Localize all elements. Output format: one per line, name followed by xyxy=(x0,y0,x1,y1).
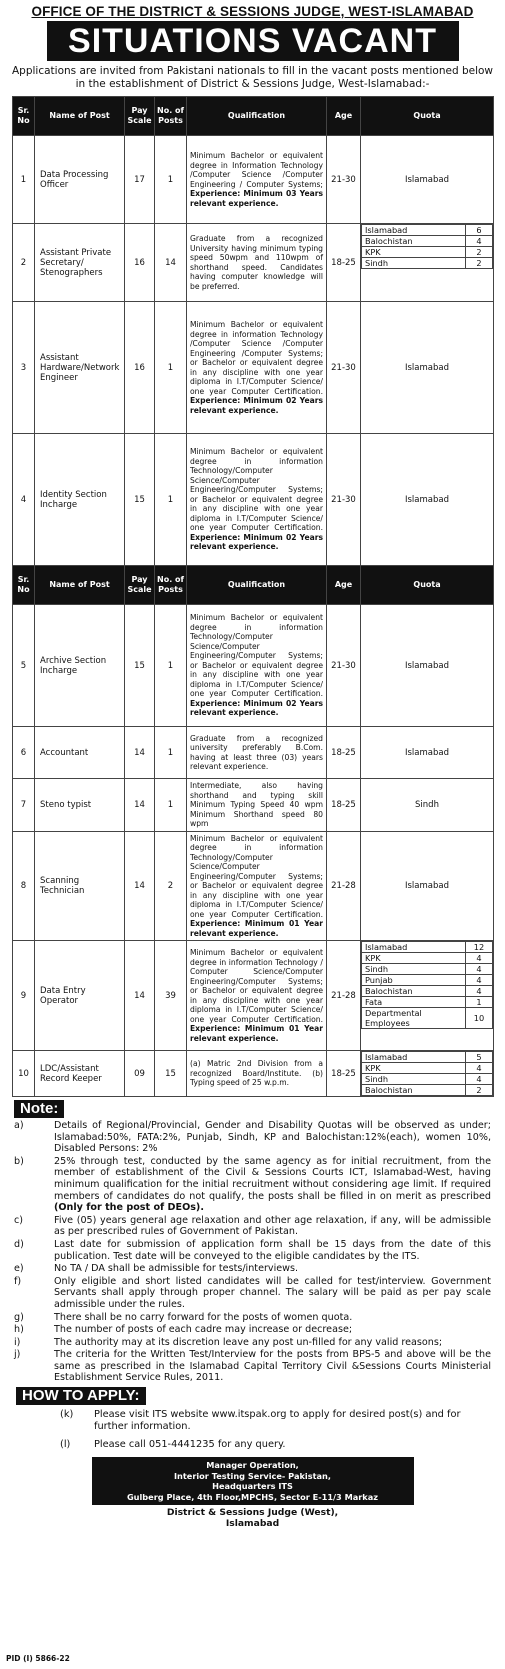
note-key: a) xyxy=(14,1120,24,1131)
posts-cell: 1 xyxy=(155,779,187,832)
pid-number: PID (I) 5866-22 xyxy=(6,1654,70,1663)
column-header: Quota xyxy=(361,566,494,605)
note-item xyxy=(14,1276,491,1311)
sr-no-cell: 6 xyxy=(13,727,35,779)
column-header: No. of Posts xyxy=(155,566,187,605)
experience-text: Experience: Minimum 02 Years relevant experience. xyxy=(190,532,323,552)
quota-cell xyxy=(361,224,494,302)
qualification-cell xyxy=(187,605,327,727)
note-key: i) xyxy=(14,1336,21,1348)
qualification-cell xyxy=(187,779,327,832)
sr-no-cell: 5 xyxy=(13,605,35,727)
experience-text: Experience: Minimum 01 Year relevant experience. xyxy=(190,919,323,938)
quota-region: Fata xyxy=(362,997,466,1008)
column-header: Qualification xyxy=(187,566,327,605)
quota-count: 4 xyxy=(466,1074,493,1085)
column-header: Quota xyxy=(361,97,494,136)
experience-text: Experience: Minimum 02 Years relevant experience. xyxy=(190,396,323,415)
post-name-cell: Assistant Private Secretary/ Stenographers xyxy=(35,224,125,302)
pay-scale-cell: 14 xyxy=(125,727,155,779)
address-line: Gulberg Place, 4th Floor,MPCHS, Sector E-11/3 Markaz xyxy=(126,1491,379,1502)
table-row xyxy=(13,302,494,434)
post-name-cell: Archive Section Incharge xyxy=(35,605,125,727)
quota-region: Sindh xyxy=(362,258,466,269)
pay-scale-cell: 16 xyxy=(125,302,155,434)
quota-cell: Islamabad xyxy=(361,831,494,941)
note-body: There shall be no carry forward for the posts of women quota. xyxy=(54,1311,353,1323)
note-text xyxy=(54,1312,491,1324)
column-header: Pay Scale xyxy=(125,97,155,136)
quota-region: Islamabad xyxy=(362,1052,466,1063)
age-cell: 18-25 xyxy=(327,779,361,832)
quota-cell: Islamabad xyxy=(361,136,494,224)
situations-vacant-banner: SITUATIONS VACANT xyxy=(47,21,459,61)
note-key: e) xyxy=(14,1263,24,1275)
quota-row xyxy=(362,997,493,1008)
note-key: g) xyxy=(14,1311,24,1323)
pay-scale-cell: 15 xyxy=(125,605,155,727)
quota-table xyxy=(361,224,493,269)
quota-table xyxy=(361,941,493,1029)
quota-count: 2 xyxy=(466,1085,493,1096)
posts-cell: 14 xyxy=(155,224,187,302)
table-header-row xyxy=(13,566,494,605)
posts-cell: 1 xyxy=(155,727,187,779)
quota-region: Islamabad xyxy=(362,942,466,953)
address-line: Interior Testing Service- Pakistan, xyxy=(174,1470,331,1481)
table-row xyxy=(13,605,494,727)
qualification-cell xyxy=(187,302,327,434)
table-row xyxy=(13,727,494,779)
note-body: Five (05) years general age relaxation and other age relaxation, if any, will be admissible as per prescribed rules of Government of Pakistan. xyxy=(54,1214,491,1238)
vacancy-table xyxy=(12,96,494,1097)
qualification-cell xyxy=(187,434,327,566)
apply-text: Please call 051-4441235 for any query. xyxy=(94,1439,286,1451)
post-name-cell: Accountant xyxy=(35,727,125,779)
quota-region: KPK xyxy=(362,1063,466,1074)
post-name-cell: Steno typist xyxy=(35,779,125,832)
quota-region: KPK xyxy=(362,953,466,964)
age-cell: 18-25 xyxy=(327,727,361,779)
note-body: The criteria for the Written Test/Interview for the posts from BPS-5 and above will be the same as prescribed in the Islamabad Capital Territory Civil &Sessions Courts Ministerial Establishment Service Rules, 2011. xyxy=(54,1349,491,1384)
quota-row xyxy=(362,1085,493,1096)
column-header: Pay Scale xyxy=(125,566,155,605)
quota-count: 4 xyxy=(466,986,493,997)
pay-scale-cell: 15 xyxy=(125,434,155,566)
column-header: Qualification xyxy=(187,97,327,136)
note-item xyxy=(14,1156,491,1214)
experience-text: Experience: Minimum 03 Years relevant experience. xyxy=(190,189,323,208)
qualification-cell xyxy=(187,727,327,779)
note-item xyxy=(14,1312,491,1324)
quota-cell xyxy=(361,941,494,1051)
pay-scale-cell: 14 xyxy=(125,941,155,1051)
quota-cell: Islamabad xyxy=(361,727,494,779)
posts-cell: 15 xyxy=(155,1051,187,1097)
qualification-text: Minimum Bachelor or equivalent degree in Information Technology /Computer Science /Computer Engineering / Computer Systems; xyxy=(190,151,323,189)
quota-count: 4 xyxy=(466,953,493,964)
note-key: b) xyxy=(14,1155,24,1167)
its-address-box xyxy=(92,1457,414,1505)
sr-no-cell: 3 xyxy=(13,302,35,434)
quota-row xyxy=(362,942,493,953)
quota-row xyxy=(362,247,493,258)
quota-row xyxy=(362,953,493,964)
sr-no-cell: 1 xyxy=(13,136,35,224)
quota-count: 2 xyxy=(466,258,493,269)
qualification-cell xyxy=(187,831,327,941)
note-body: 25% through test, conducted by the same agency as for initial recruitment, from the member of establishment of the Civil & Sessions Courts ICT, Islamabad-West, having minimum qualification for the initial recruitment without considering age limit. If required members of candidates do not qualify, the posts shall be filled in on merit as prescribed xyxy=(54,1155,491,1202)
quota-region: Balochistan xyxy=(362,986,466,997)
quota-row xyxy=(362,986,493,997)
quota-cell: Islamabad xyxy=(361,605,494,727)
note-body: The authority may at its discretion leave any post un-filled for any valid reasons; xyxy=(54,1336,443,1348)
qualification-text: Minimum Bachelor or equivalent degree in information Technology/Computer Science/Computer Engineering/Computer Systems; or Bachelor or equivalent degree in any discipline with one year diploma in I.T/Computer Science/ one year Computer Certification. xyxy=(190,833,323,919)
pay-scale-cell: 09 xyxy=(125,1051,155,1097)
column-header: Name of Post xyxy=(35,566,125,605)
qualification-text: Graduate from a recognized University having minimum typing speed 50wpm and 110wpm of shorthand speed. Candidates having computer knowledge will be preferred. xyxy=(190,234,323,291)
table-row xyxy=(13,224,494,302)
signatory xyxy=(0,1507,505,1529)
quota-cell xyxy=(361,1051,494,1097)
post-name-cell: Data Entry Operator xyxy=(35,941,125,1051)
quota-region: Balochistan xyxy=(362,1085,466,1096)
table-row xyxy=(13,831,494,941)
quota-row xyxy=(362,1063,493,1074)
qualification-text: Minimum Bachelor or equivalent degree in information Technology /Computer Science /Computer Engineering /Computer Systems; or Bachelor or equivalent degree in any discipline with one year diploma in I.T/Computer Science/ one year Computer Certification. xyxy=(190,320,323,396)
signatory-line-1: District & Sessions Judge (West), xyxy=(166,1507,339,1519)
column-header: Sr. No xyxy=(13,566,35,605)
quota-cell: Sindh xyxy=(361,779,494,832)
note-body: Only eligible and short listed candidates will be called for test/interview. Government Servants shall apply through proper channel. The salary will be paid as per pay scale admissible under the rules. xyxy=(54,1275,491,1310)
qualification-text: Graduate from a recognized university preferably B.Com. having at least three (03) years relevant experience. xyxy=(190,733,323,771)
column-header: Sr. No xyxy=(13,97,35,136)
note-item xyxy=(14,1337,491,1349)
note-heading: Note: xyxy=(14,1100,64,1118)
quota-region: Sindh xyxy=(362,1074,466,1085)
note-item xyxy=(14,1215,491,1238)
note-item xyxy=(14,1239,491,1262)
posts-cell: 1 xyxy=(155,605,187,727)
note-key: c) xyxy=(14,1214,24,1226)
quota-row xyxy=(362,258,493,269)
table-row xyxy=(13,1051,494,1097)
age-cell: 18-25 xyxy=(327,1051,361,1097)
note-text xyxy=(54,1349,491,1384)
quota-row xyxy=(362,1052,493,1063)
post-name-cell: Assistant Hardware/Network Engineer xyxy=(35,302,125,434)
quota-count: 2 xyxy=(466,247,493,258)
age-cell: 21-30 xyxy=(327,605,361,727)
post-name-cell: LDC/Assistant Record Keeper xyxy=(35,1051,125,1097)
apply-text: Please visit ITS website www.itspak.org to apply for desired post(s) and for further information. xyxy=(94,1409,461,1433)
quota-count: 12 xyxy=(466,942,493,953)
posts-cell: 1 xyxy=(155,136,187,224)
qualification-cell xyxy=(187,1051,327,1097)
age-cell: 18-25 xyxy=(327,224,361,302)
table-row xyxy=(13,136,494,224)
age-cell: 21-30 xyxy=(327,136,361,224)
note-body: Details of Regional/Provincial, Gender and Disability Quotas will be observed as under; Islamabad:50%, FATA:2%, Punjab, Sindh, KP and Balochistan:12%(each), women 10%, Disabled Persons: 2% xyxy=(54,1120,491,1155)
note-item xyxy=(14,1120,491,1155)
sr-no-cell: 9 xyxy=(13,941,35,1051)
apply-item xyxy=(60,1439,491,1451)
note-item xyxy=(14,1324,491,1336)
quota-count: 6 xyxy=(466,225,493,236)
qualification-text: (a) Matric 2nd Division from a recognized Board/Institute. (b) Typing speed of 25 w.p.m. xyxy=(190,1059,323,1088)
quota-count: 10 xyxy=(466,1008,493,1029)
note-item xyxy=(14,1263,491,1275)
column-header: Age xyxy=(327,566,361,605)
note-text xyxy=(54,1263,491,1275)
posts-cell: 2 xyxy=(155,831,187,941)
experience-text: Experience: Minimum 02 Years relevant experience. xyxy=(190,698,323,718)
quota-count: 1 xyxy=(466,997,493,1008)
pay-scale-cell: 16 xyxy=(125,224,155,302)
post-name-cell: Data Processing Officer xyxy=(35,136,125,224)
quota-count: 4 xyxy=(466,964,493,975)
qualification-text: Minimum Bachelor or equivalent degree in information Technology/Computer Science/Computer Engineering/Computer Systems; or Bachelor or equivalent degree in any discipline with one year diploma in I.T/Computer Science/ one year Computer Certification. xyxy=(190,447,323,533)
quota-row xyxy=(362,964,493,975)
pay-scale-cell: 14 xyxy=(125,779,155,832)
column-header: Age xyxy=(327,97,361,136)
pay-scale-cell: 17 xyxy=(125,136,155,224)
note-text xyxy=(54,1337,491,1349)
post-name-cell: Scanning Technician xyxy=(35,831,125,941)
qualification-cell xyxy=(187,941,327,1051)
quota-cell: Islamabad xyxy=(361,434,494,566)
note-key: j) xyxy=(14,1349,21,1361)
qualification-text: Minimum Bachelor or equivalent degree in information Technology / Computer Science/Computer Engineering/Computer Systems; or Bachelor or equivalent degree in any discipline with one year diploma in I.T/Computer Science/ one year Computer Certification. xyxy=(190,948,323,1024)
age-cell: 21-28 xyxy=(327,831,361,941)
qualification-cell xyxy=(187,136,327,224)
table-row xyxy=(13,434,494,566)
note-body: Last date for submission of application form shall be 15 days from the date of this publication. Test date will be conveyed to the eligible candidates by the ITS. xyxy=(54,1238,491,1262)
post-name-cell: Identity Section Incharge xyxy=(35,434,125,566)
apply-list xyxy=(60,1409,491,1451)
pay-scale-cell: 14 xyxy=(125,831,155,941)
qualification-text: Minimum Bachelor or equivalent degree in information Technology/Computer Science/Computer Engineering/Computer Systems; or Bachelor or equivalent degree in any discipline with one year diploma in I.T/Computer Science/ one year Computer Certification. xyxy=(190,613,323,699)
note-item xyxy=(14,1349,491,1384)
sr-no-cell: 2 xyxy=(13,224,35,302)
sr-no-cell: 4 xyxy=(13,434,35,566)
quota-region: Departmental Employees xyxy=(362,1008,466,1029)
quota-region: KPK xyxy=(362,247,466,258)
address-line: Manager Operation, xyxy=(206,1460,299,1471)
sr-no-cell: 8 xyxy=(13,831,35,941)
apply-key: (k) xyxy=(60,1409,74,1421)
table-row xyxy=(13,941,494,1051)
quota-row xyxy=(362,1008,493,1029)
quota-region: Sindh xyxy=(362,964,466,975)
posts-cell: 1 xyxy=(155,434,187,566)
note-bold: (Only for the post of DEOs). xyxy=(54,1202,204,1214)
note-text xyxy=(54,1215,491,1238)
quota-row xyxy=(362,225,493,236)
table-row xyxy=(13,779,494,832)
quota-count: 5 xyxy=(466,1052,493,1063)
intro-text: Applications are invited from Pakistani nationals to fill in the vacant posts mentioned below in the establishment of District & Sessions Judge, West-Islamabad:- xyxy=(12,65,494,90)
quota-table xyxy=(361,1051,493,1096)
quota-row xyxy=(362,236,493,247)
age-cell: 21-30 xyxy=(327,302,361,434)
age-cell: 21-28 xyxy=(327,941,361,1051)
note-key: f) xyxy=(14,1275,22,1287)
column-header: No. of Posts xyxy=(155,97,187,136)
sr-no-cell: 10 xyxy=(13,1051,35,1097)
quota-cell: Islamabad xyxy=(361,302,494,434)
apply-item xyxy=(60,1409,491,1433)
signatory-line-2: Islamabad xyxy=(225,1518,280,1530)
notes-list xyxy=(14,1120,491,1384)
quota-row xyxy=(362,1074,493,1085)
note-text xyxy=(54,1239,491,1262)
note-text xyxy=(54,1276,491,1311)
quota-count: 4 xyxy=(466,236,493,247)
quota-row xyxy=(362,975,493,986)
quota-region: Balochistan xyxy=(362,236,466,247)
quota-count: 4 xyxy=(466,1063,493,1074)
experience-text: Experience: Minimum 01 Year relevant experience. xyxy=(190,1024,323,1043)
note-key: d) xyxy=(14,1238,24,1250)
note-key: h) xyxy=(14,1324,24,1336)
table-header-row xyxy=(13,97,494,136)
note-text xyxy=(54,1324,491,1336)
how-to-apply-heading: HOW TO APPLY: xyxy=(16,1387,146,1405)
age-cell: 21-30 xyxy=(327,434,361,566)
posts-cell: 1 xyxy=(155,302,187,434)
posts-cell: 39 xyxy=(155,941,187,1051)
office-title: OFFICE OF THE DISTRICT & SESSIONS JUDGE, WEST-ISLAMABAD xyxy=(31,4,474,19)
note-body: No TA / DA shall be admissible for tests/interviews. xyxy=(54,1263,299,1275)
apply-key: (l) xyxy=(60,1439,71,1451)
note-text xyxy=(54,1120,491,1155)
qualification-text: Intermediate, also having shorthand and typing skill Minimum Typing Speed 40 wpm Minimum Shorthand speed 80 wpm xyxy=(190,781,323,828)
quota-count: 4 xyxy=(466,975,493,986)
sr-no-cell: 7 xyxy=(13,779,35,832)
quota-region: Punjab xyxy=(362,975,466,986)
qualification-cell xyxy=(187,224,327,302)
quota-region: Islamabad xyxy=(362,225,466,236)
note-text xyxy=(54,1156,491,1214)
address-line: Headquarters ITS xyxy=(212,1481,293,1492)
column-header: Name of Post xyxy=(35,97,125,136)
note-body: The number of posts of each cadre may increase or decrease; xyxy=(54,1324,353,1336)
